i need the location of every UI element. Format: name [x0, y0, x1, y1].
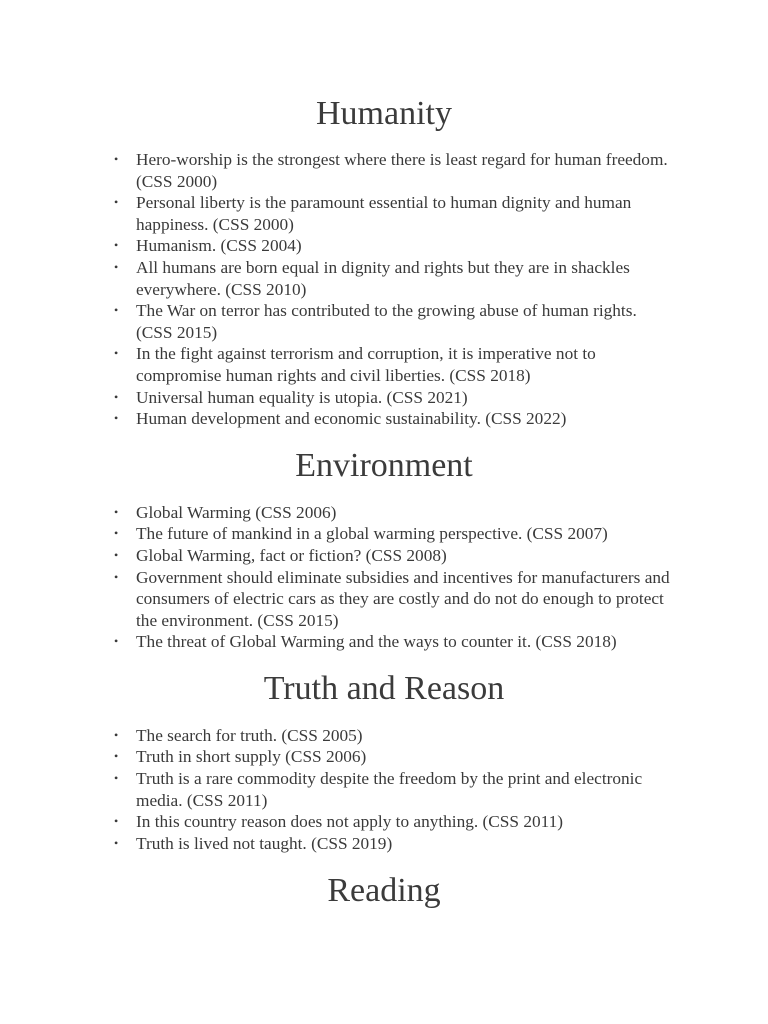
list-item: [114, 408, 672, 430]
list-item-text: Universal human equality is utopia. (CSS 2021): [136, 387, 468, 407]
section-list-humanity: [114, 149, 672, 430]
list-item: [114, 257, 672, 300]
bullet-icon: •: [114, 547, 119, 562]
bullet-icon: •: [114, 195, 119, 210]
list-item: [114, 149, 672, 192]
bullet-icon: •: [114, 504, 119, 519]
bullet-icon: •: [114, 303, 119, 318]
section-list-environment: [114, 502, 672, 653]
list-item-text: Humanism. (CSS 2004): [136, 236, 302, 256]
list-item-text: Truth is lived not taught. (CSS 2019): [136, 833, 393, 853]
bullet-icon: •: [114, 727, 119, 742]
list-item: [114, 502, 672, 524]
bullet-icon: •: [114, 389, 119, 404]
bullet-icon: •: [114, 569, 119, 584]
list-item: [114, 725, 672, 747]
list-item-text: Human development and economic sustainability. (CSS 2022): [136, 409, 567, 429]
list-item-text: Personal liberty is the paramount essential to human dignity and human happiness. (CSS 2000): [136, 193, 632, 234]
bullet-icon: •: [114, 526, 119, 541]
bullet-icon: •: [114, 346, 119, 361]
bullet-icon: •: [114, 152, 119, 166]
list-item: [114, 523, 672, 545]
list-item: [114, 768, 672, 811]
list-item: [114, 567, 672, 632]
list-item: [114, 387, 672, 409]
bullet-icon: •: [114, 749, 119, 764]
list-item: [114, 235, 672, 257]
list-item-text: Global Warming, fact or fiction? (CSS 2008): [136, 545, 447, 565]
list-item-text: The threat of Global Warming and the ways to counter it. (CSS 2018): [136, 632, 617, 652]
list-item-text: Truth is a rare commodity despite the freedom by the print and electronic media. (CSS 2011): [136, 769, 643, 810]
section-list-truth-and-reason: [114, 725, 672, 855]
list-item: [114, 631, 672, 653]
bullet-icon: •: [114, 411, 119, 426]
bullet-icon: •: [114, 814, 119, 829]
list-item: [114, 746, 672, 768]
section-title-truth-and-reason: Truth and Reason: [263, 669, 505, 707]
section-title-reading: Reading: [327, 872, 441, 910]
list-item-text: The future of mankind in a global warming perspective. (CSS 2007): [136, 524, 608, 544]
list-item-text: Global Warming (CSS 2006): [136, 502, 337, 522]
list-item: [114, 343, 672, 386]
list-item-text: Truth in short supply (CSS 2006): [136, 747, 367, 767]
bullet-icon: •: [114, 835, 119, 850]
list-item-text: In this country reason does not apply to anything. (CSS 2011): [136, 812, 564, 832]
list-item: [114, 833, 672, 855]
bullet-icon: •: [114, 634, 119, 649]
list-item-text: The search for truth. (CSS 2005): [136, 725, 363, 745]
list-item: [114, 300, 672, 343]
bullet-icon: •: [114, 238, 119, 253]
list-item-text: All humans are born equal in dignity and rights but they are in shackles everywhere. (CSS 2010): [136, 257, 630, 299]
bullet-icon: •: [114, 771, 119, 786]
bullet-icon: •: [114, 259, 119, 274]
list-item: [114, 811, 672, 833]
section-title-humanity: Humanity: [316, 95, 452, 132]
section-title-environment: Environment: [295, 446, 473, 484]
list-item-text: The War on terror has contributed to the growing abuse of human rights. (CSS 2015): [136, 301, 637, 342]
list-item-text: In the fight against terrorism and corruption, it is imperative not to compromise human rights and civil liberties. (CSS 2018): [136, 344, 596, 385]
list-item: [114, 545, 672, 567]
list-item-text: Government should eliminate subsidies and incentives for manufacturers and consumers of electric cars as they are costly and do not do enough to protect the environment. (CSS 2015): [136, 567, 670, 630]
list-item-text: Hero-worship is the strongest where there is least regard for human freedom. (CSS 2000): [136, 150, 668, 191]
list-item: [114, 192, 672, 235]
